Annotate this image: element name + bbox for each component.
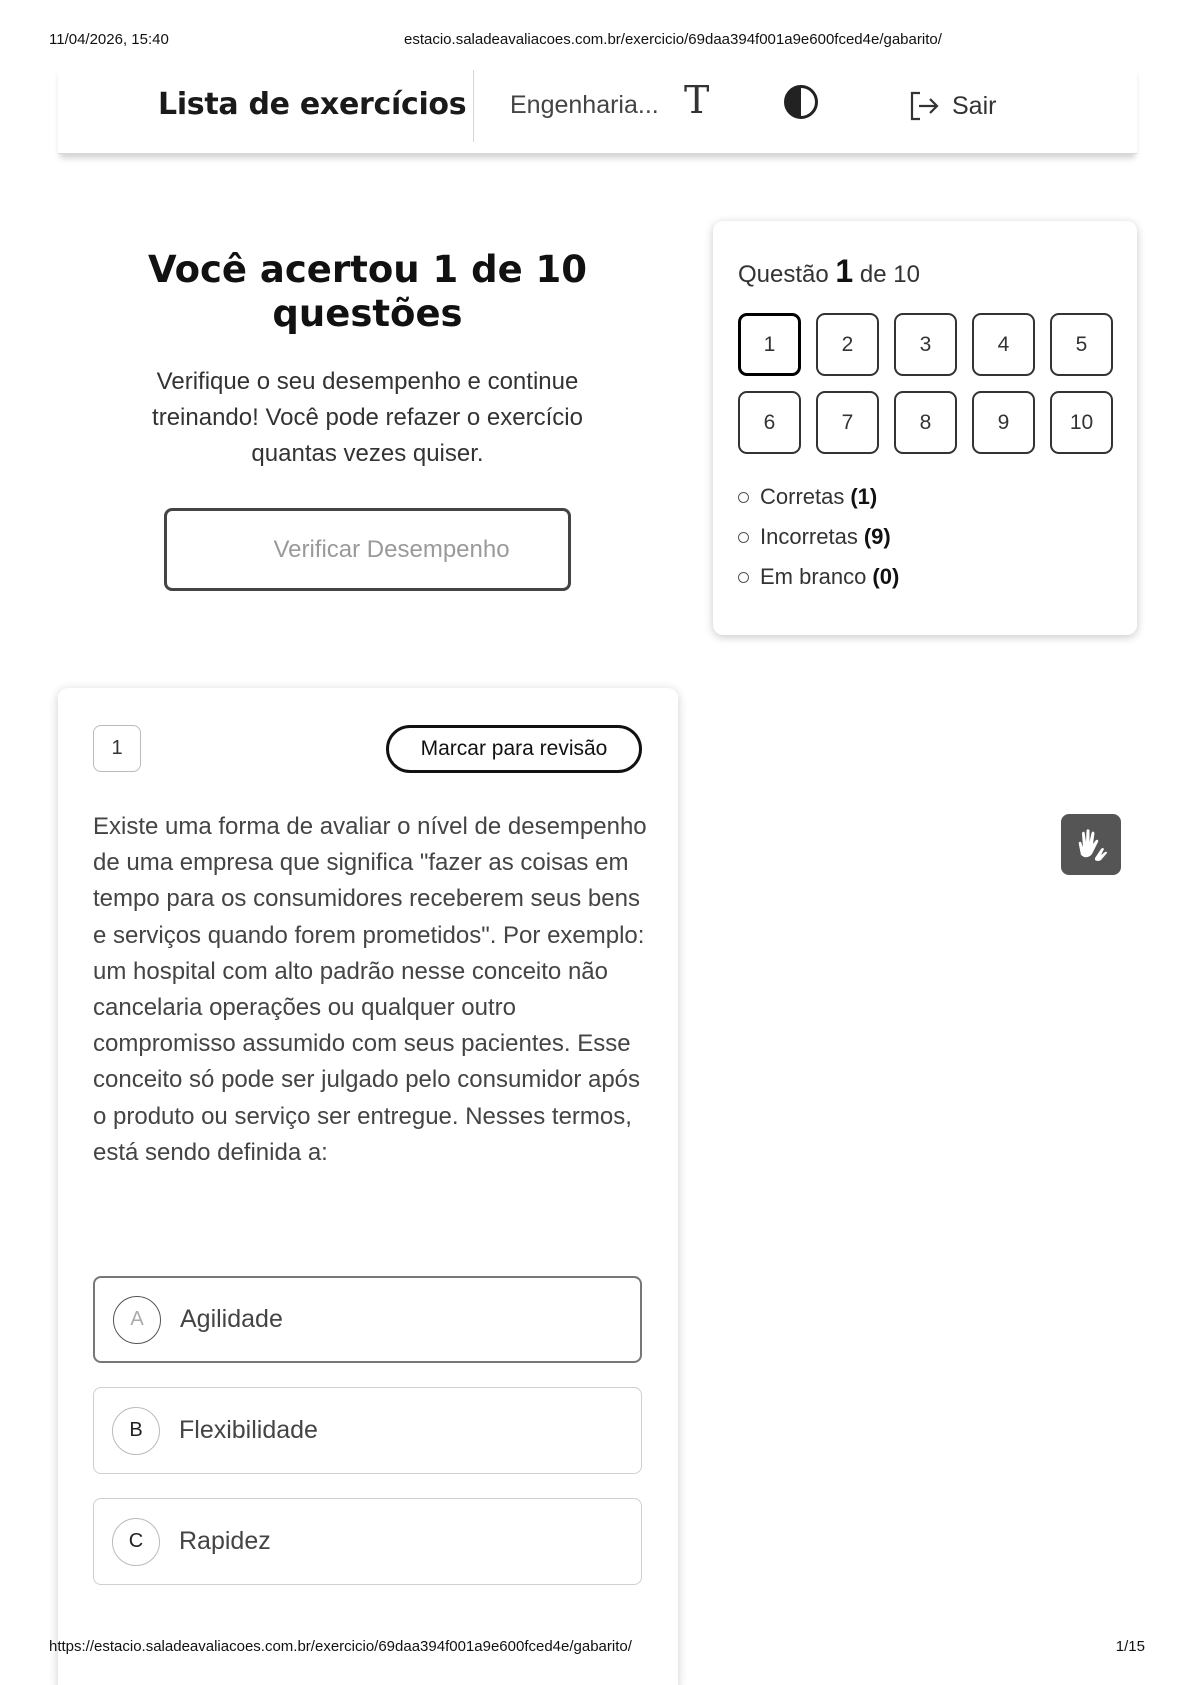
- question-counter-current: 1: [835, 253, 854, 289]
- print-date: 11/04/2026, 15:40: [49, 31, 169, 48]
- stat-label: Em branco: [760, 564, 867, 589]
- question-counter-suffix: de 10: [859, 261, 920, 288]
- print-footer: [0, 1638, 1192, 1658]
- page-number: 1/15: [1115, 1638, 1145, 1655]
- radio-dot-icon: [738, 492, 749, 503]
- question-card: [58, 688, 678, 1685]
- option-letter: A: [113, 1296, 161, 1344]
- text-size-icon[interactable]: T: [684, 78, 710, 122]
- stat-count: (9): [863, 524, 891, 549]
- question-number-badge: 1: [93, 725, 141, 772]
- verify-performance-button[interactable]: [164, 508, 571, 591]
- nav-divider: [473, 70, 474, 142]
- result-subtitle: Verifique o seu desempenho e continue treinando! Você pode refazer o exercício quantas vezes quiser.: [152, 368, 583, 467]
- sign-language-icon: [1071, 825, 1111, 865]
- question-nav-button[interactable]: 2: [816, 313, 879, 376]
- question-nav-button[interactable]: 9: [972, 391, 1035, 454]
- answer-option-c[interactable]: [93, 1498, 642, 1585]
- course-name[interactable]: Engenharia...: [510, 91, 659, 119]
- print-url: estacio.saladeavaliacoes.com.br/exercicio/69daa394f001a9e600fced4e/gabarito/: [404, 31, 942, 48]
- top-nav: [58, 66, 1137, 154]
- question-number-grid: [738, 313, 1118, 454]
- question-nav-button[interactable]: 8: [894, 391, 957, 454]
- stat-label: Incorretas: [760, 524, 858, 549]
- app-title: Lista de exercícios: [158, 87, 467, 122]
- footer-url: https://estacio.saladeavaliacoes.com.br/exercicio/69daa394f001a9e600fced4e/gabarito/: [49, 1638, 632, 1655]
- question-nav-button[interactable]: 3: [894, 313, 957, 376]
- question-counter: [738, 253, 920, 290]
- answer-option-a[interactable]: [93, 1276, 642, 1363]
- option-text: Rapidez: [179, 1527, 271, 1555]
- stat-blank[interactable]: [738, 557, 899, 597]
- result-title: Você acertou 1 de 10 questões: [147, 248, 588, 335]
- question-counter-prefix: Questão: [738, 261, 829, 288]
- stat-count: (0): [872, 564, 900, 589]
- logout-icon: [908, 89, 942, 123]
- option-text: Flexibilidade: [179, 1416, 318, 1444]
- stat-incorrect[interactable]: [738, 517, 899, 557]
- question-nav-button[interactable]: 5: [1050, 313, 1113, 376]
- option-letter: B: [112, 1407, 160, 1455]
- question-nav-button[interactable]: 7: [816, 391, 879, 454]
- question-nav-button[interactable]: 1: [738, 313, 801, 376]
- mark-for-review-button[interactable]: Marcar para revisão: [386, 725, 642, 773]
- contrast-icon[interactable]: [783, 84, 819, 120]
- print-header: [0, 31, 1192, 51]
- logout-button[interactable]: [908, 88, 996, 124]
- radio-dot-icon: [738, 532, 749, 543]
- logout-label: Sair: [952, 91, 997, 120]
- answer-option-b[interactable]: [93, 1387, 642, 1474]
- stat-label: Corretas: [760, 484, 845, 509]
- stat-count: (1): [850, 484, 878, 509]
- question-nav-button[interactable]: 10: [1050, 391, 1113, 454]
- option-letter: C: [112, 1518, 160, 1566]
- radio-dot-icon: [738, 572, 749, 583]
- question-statement: Existe uma forma de avaliar o nível de desempenho de uma empresa que significa "fazer as coisas em tempo para os consumidores receberem seus bens e serviços quando forem prometidos". Por exemplo: um hospital com alto padrão nesse conceito não cancelaria operações ou qualquer outro compromisso assumido com seus pacientes. Esse conceito só pode ser julgado pelo consumidor após o produto ou serviço ser entregue. Nesses termos, está sendo definida a:: [93, 813, 647, 1166]
- question-navigator: [713, 221, 1137, 635]
- verify-performance-label: Verificar Desempenho: [273, 535, 510, 563]
- stat-correct[interactable]: [738, 477, 899, 517]
- sign-language-button[interactable]: [1061, 814, 1121, 875]
- question-nav-button[interactable]: 4: [972, 313, 1035, 376]
- question-nav-button[interactable]: 6: [738, 391, 801, 454]
- result-stats: [738, 477, 899, 597]
- option-text: Agilidade: [180, 1305, 283, 1333]
